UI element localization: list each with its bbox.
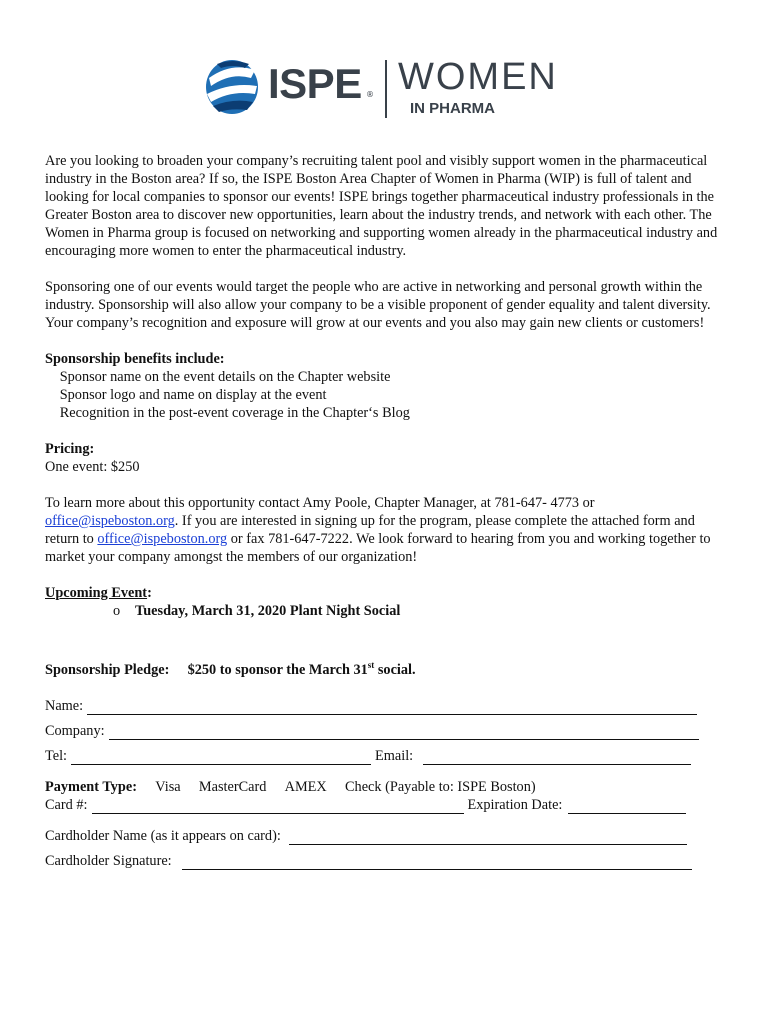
name-input-line[interactable] (87, 700, 697, 715)
upcoming-event-colon: : (147, 585, 152, 601)
email-label: Email: (375, 747, 414, 764)
logo-divider (385, 60, 387, 118)
header-logo (0, 50, 770, 122)
contact-paragraph (45, 494, 725, 566)
tel-label: Tel: (45, 747, 68, 764)
expiration-input-line[interactable] (568, 799, 686, 814)
pledge-superscript: st (353, 660, 360, 670)
cardholder-name-label: Cardholder Name (as it appears on card): (45, 827, 281, 844)
company-field (45, 722, 725, 740)
email-link[interactable]: office@ispeboston.org (97, 531, 228, 547)
payment-type-row (45, 778, 725, 796)
name-label: Name: (45, 697, 84, 714)
intro-paragraph-2: Sponsoring one of our events would target the people who are active in networking and personal growth within the industry. Sponsorship will also allow your company to be a visible proponent of gender equality and talent diversity. Your company’s recognition and exposure will grow at our events and you also may gain new clients or customers! (45, 279, 711, 331)
in-pharma-wordmark: IN PHARMA (410, 100, 495, 117)
intro-paragraph-1: Are you looking to broaden your company’s recruiting talent pool and visibly support women in the pharmaceutical industry in the Boston area? If so, the ISPE Boston Area Chapter of Women in Pharma (WIP) is full of talent and looking for local companies to sponsor our events! ISPE brings together pharmaceutical industry professionals in the Greater Boston area to discover new opportunities, learn about the industry trends, and network with each other. The Women in Pharma group is focused on networking and supporting women already in the pharmaceutical industry and encouraging more women to enter the pharmaceutical industry. (45, 153, 718, 259)
ispe-globe-logo-icon (203, 56, 261, 116)
signature-label: Cardholder Signature: (45, 852, 172, 869)
payment-type-label: Payment Type: (45, 778, 137, 795)
ispe-wordmark: ISPE (268, 60, 362, 107)
contact-text-2: . If you are interested in signing up for the program, please complete the attached form and return to (45, 513, 695, 547)
expiration-label: Expiration Date: (467, 796, 563, 813)
benefit-item: Recognition in the post-event coverage in the Chapter‘s Blog (45, 405, 396, 421)
signature-row (45, 852, 725, 870)
signature-input-line[interactable] (182, 855, 692, 870)
card-row (45, 796, 725, 814)
event-bullet-icon: o (113, 603, 121, 619)
pledge-checkbox[interactable] (173, 662, 184, 678)
cardholder-name-row (45, 827, 725, 845)
company-label: Company: (45, 722, 105, 739)
upcoming-event-heading (45, 584, 725, 602)
card-label: Card #: (45, 796, 88, 813)
upcoming-event-label: Upcoming Event (45, 585, 148, 601)
pledge-label: Sponsorship Pledge: (45, 661, 173, 678)
sponsorship-pledge (45, 656, 725, 679)
email-input-line[interactable] (423, 750, 691, 765)
document-body (45, 152, 725, 877)
contact-text-3: or fax 781-647-7222. We look forward to hearing from you and working together to market your company amongst the members of our organization! (45, 531, 711, 565)
tel-email-row (45, 747, 725, 765)
pledge-text: $250 to sponsor the March 31 (172, 661, 354, 678)
event-item-text: Tuesday, March 31, 2020 Plant Night Social (135, 603, 401, 619)
benefit-item: Sponsor name on the event details on the Chapter website (45, 369, 376, 385)
card-number-input-line[interactable] (92, 799, 464, 814)
name-field (45, 697, 725, 715)
contact-text-1: To learn more about this opportunity contact Amy Poole, Chapter Manager, at 781-647- 4773 or (45, 495, 595, 511)
benefit-item: Sponsor logo and name on display at the event (45, 387, 312, 403)
pricing-line: One event: $250 (45, 459, 140, 475)
company-input-line[interactable] (109, 725, 699, 740)
payment-options[interactable]: Visa MasterCard AMEX Check (Payable to: ISPE Boston) (137, 778, 476, 795)
women-wordmark: WOMEN (398, 56, 558, 98)
pricing-heading: Pricing: (45, 441, 95, 457)
pledge-end: social. (359, 661, 401, 678)
email-link[interactable]: office@ispeboston.org (45, 513, 175, 529)
upcoming-event-section (45, 584, 725, 620)
event-item (45, 602, 725, 620)
cardholder-name-input-line[interactable] (289, 830, 687, 845)
tel-input-line[interactable] (71, 750, 371, 765)
registered-mark: ® (366, 90, 374, 99)
benefits-heading: Sponsorship benefits include: (45, 351, 225, 367)
pricing-section (45, 440, 725, 476)
benefits-section (45, 350, 725, 422)
